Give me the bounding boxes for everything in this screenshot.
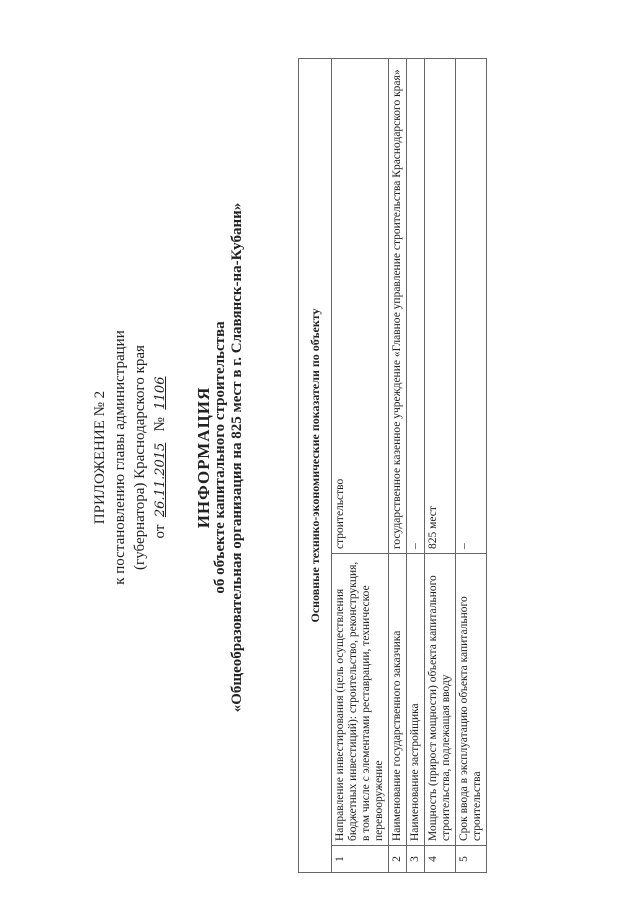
- row-indicator: Срок ввода в эксплуатацию объекта капитального строительства: [456, 554, 487, 846]
- from-label: от: [152, 524, 168, 539]
- appendix-block: [90, 35, 171, 880]
- info-title-block: [195, 35, 246, 880]
- row-number: 5: [456, 846, 487, 873]
- row-indicator: Наименование государственного заказчика: [389, 554, 407, 846]
- appendix-title: ПРИЛОЖЕНИЕ № 2: [92, 390, 108, 525]
- handwritten-date: 26.11.2015: [153, 442, 168, 518]
- table-row: [425, 59, 456, 873]
- row-indicator: Мощность (прирост мощности) объекта капитального строительства, подлежащая вводу: [425, 554, 456, 846]
- appendix-line-2: (губернатора) Краснодарского края: [132, 345, 148, 570]
- row-value: 825 мест: [425, 59, 456, 554]
- table-row: [407, 59, 425, 873]
- table-row: [332, 59, 389, 873]
- indicators-table: [298, 58, 487, 873]
- row-number: 2: [389, 846, 407, 873]
- row-number: 3: [407, 846, 425, 873]
- handwritten-number: 1106: [153, 376, 168, 410]
- row-value: государственное казенное учреждение «Главное управление строительства Краснодарского края»: [389, 59, 407, 554]
- table-caption: Основные технико-экономические показатели по объекту: [299, 59, 332, 873]
- row-value: –: [407, 59, 425, 554]
- row-value: –: [456, 59, 487, 554]
- row-indicator: Наименование застройщика: [407, 554, 425, 846]
- row-number: 4: [425, 846, 456, 873]
- row-indicator: Направление инвестирования (цель осуществления бюджетных инвестиций): строительство, реконструкция, в том числе с элементами реставрации, техническое перевооружение: [332, 554, 389, 846]
- info-heading: ИНФОРМАЦИЯ: [194, 386, 213, 529]
- info-subtitle-2: «Общеобразовательная организация на 825 мест в г. Славянск-на-Кубани»: [229, 202, 245, 713]
- row-number: 1: [332, 846, 389, 873]
- row-value: строительство: [332, 59, 389, 554]
- table-caption-row: [299, 59, 332, 873]
- appendix-line-1: к постановлению главы администрации: [112, 330, 128, 585]
- document-sheet: [0, 35, 640, 880]
- number-label: №: [152, 417, 168, 432]
- table-row: [456, 59, 487, 873]
- table-row: [389, 59, 407, 873]
- appendix-date-line: [150, 35, 171, 880]
- info-subtitle-1: об объекте капитального строительства: [212, 321, 228, 594]
